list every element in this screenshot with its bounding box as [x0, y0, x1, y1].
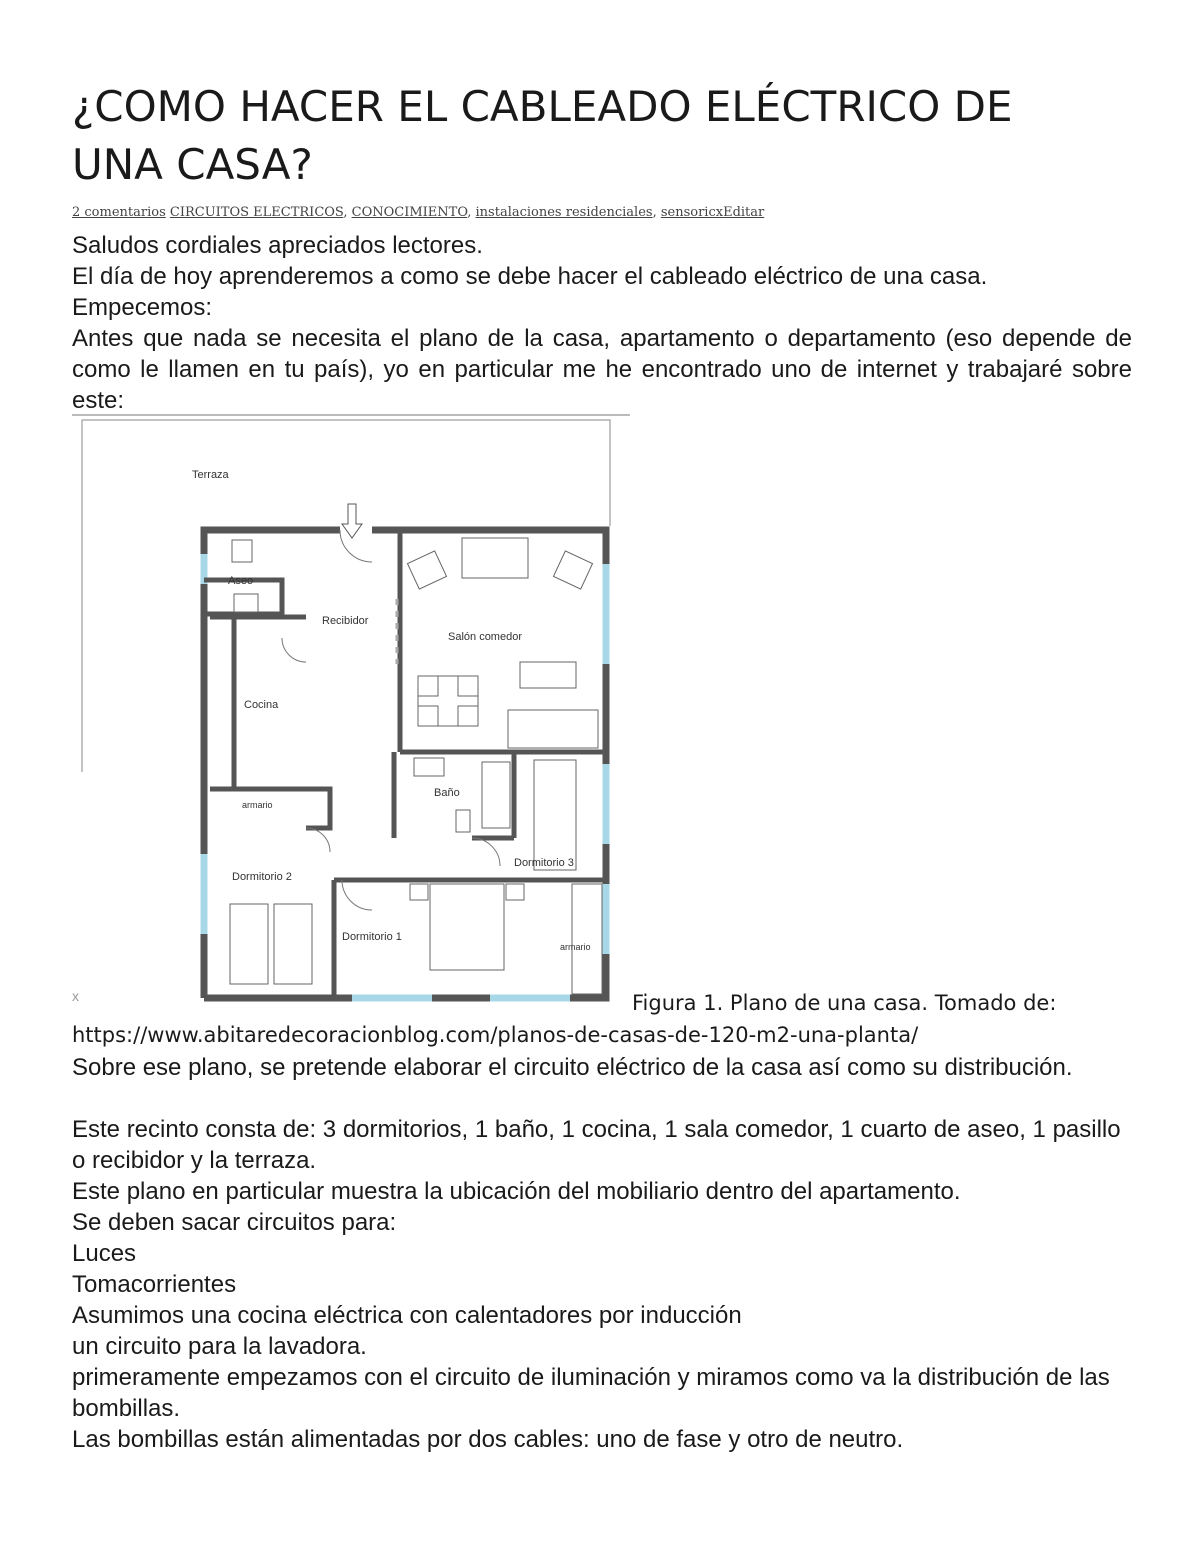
paragraph: un circuito para la lavadora.	[72, 1333, 367, 1360]
figure-source-url: https://www.abitaredecoracionblog.com/planos-de-casas-de-120-m2-una-planta/	[72, 1023, 919, 1047]
room-label: Baño	[434, 787, 460, 799]
paragraph: Las bombillas están alimentadas por dos cables: uno de fase y otro de neutro.	[72, 1426, 904, 1453]
comments-link[interactable]: 2 comentarios	[72, 205, 166, 220]
floor-plan-drawing	[72, 414, 632, 1008]
paragraph: Empecemos:	[72, 294, 213, 321]
room-label: Dormitorio 2	[232, 871, 292, 883]
paragraph: Sobre ese plano, se pretende elaborar el circuito eléctrico de la casa así como su distribución.	[72, 1054, 1073, 1081]
room-label: armario	[242, 800, 273, 810]
tag-link[interactable]: instalaciones residenciales	[475, 205, 653, 220]
room-label: Dormitorio 3	[514, 857, 574, 869]
paragraph: Saludos cordiales apreciados lectores.	[72, 232, 483, 259]
room-label: Aseo	[228, 575, 254, 587]
room-label: Recibidor	[322, 615, 369, 627]
room-label: Terraza	[192, 469, 229, 481]
paragraph: Este plano en particular muestra la ubicación del mobiliario dentro del apartamento.	[72, 1178, 961, 1205]
floor-plan-figure	[72, 414, 632, 1008]
paragraph: Este recinto consta de: 3 dormitorios, 1 baño, 1 cocina, 1 sala comedor, 1 cuarto de aseo, 1 pasillo o recibidor y la terraza.	[72, 1116, 1121, 1174]
room-label: Dormitorio 1	[342, 931, 402, 943]
paragraph: Antes que nada se necesita el plano de la casa, apartamento o departamento (eso depende de como le llamen en tu país), yo en particular me he encontrado uno de internet y trabajaré sobre este:	[72, 325, 1132, 414]
figure-caption: Figura 1. Plano de una casa. Tomado de:	[632, 991, 1057, 1015]
paragraph: Se deben sacar circuitos para:	[72, 1209, 397, 1236]
paragraph: El día de hoy aprenderemos a como se debe hacer el cableado eléctrico de una casa.	[72, 263, 988, 290]
room-label: armario	[560, 942, 591, 952]
tag-link[interactable]: CIRCUITOS ELECTRICOS	[169, 205, 344, 220]
room-label: Cocina	[244, 699, 279, 711]
tag-link[interactable]: sensoricx	[660, 205, 724, 220]
paragraph: primeramente empezamos con el circuito de iluminación y miramos como va la distribución de las bombillas.	[72, 1364, 1110, 1422]
tag-link[interactable]: CONOCIMIENTO	[351, 205, 468, 220]
paragraph: Asumimos una cocina eléctrica con calentadores por inducción	[72, 1302, 742, 1329]
post-meta: 2 comentarios CIRCUITOS ELECTRICOS, CONOCIMIENTO, instalaciones residenciales, sensoricxEditar	[72, 205, 765, 220]
edit-link[interactable]: Editar	[723, 205, 765, 220]
room-label: Salón comedor	[448, 631, 522, 643]
list-item: Tomacorrientes	[72, 1271, 237, 1298]
broken-image-icon: x	[72, 988, 79, 1004]
page-title: ¿COMO HACER EL CABLEADO ELÉCTRICO DE UNA CASA?	[72, 82, 1013, 189]
list-item: Luces	[72, 1240, 137, 1267]
